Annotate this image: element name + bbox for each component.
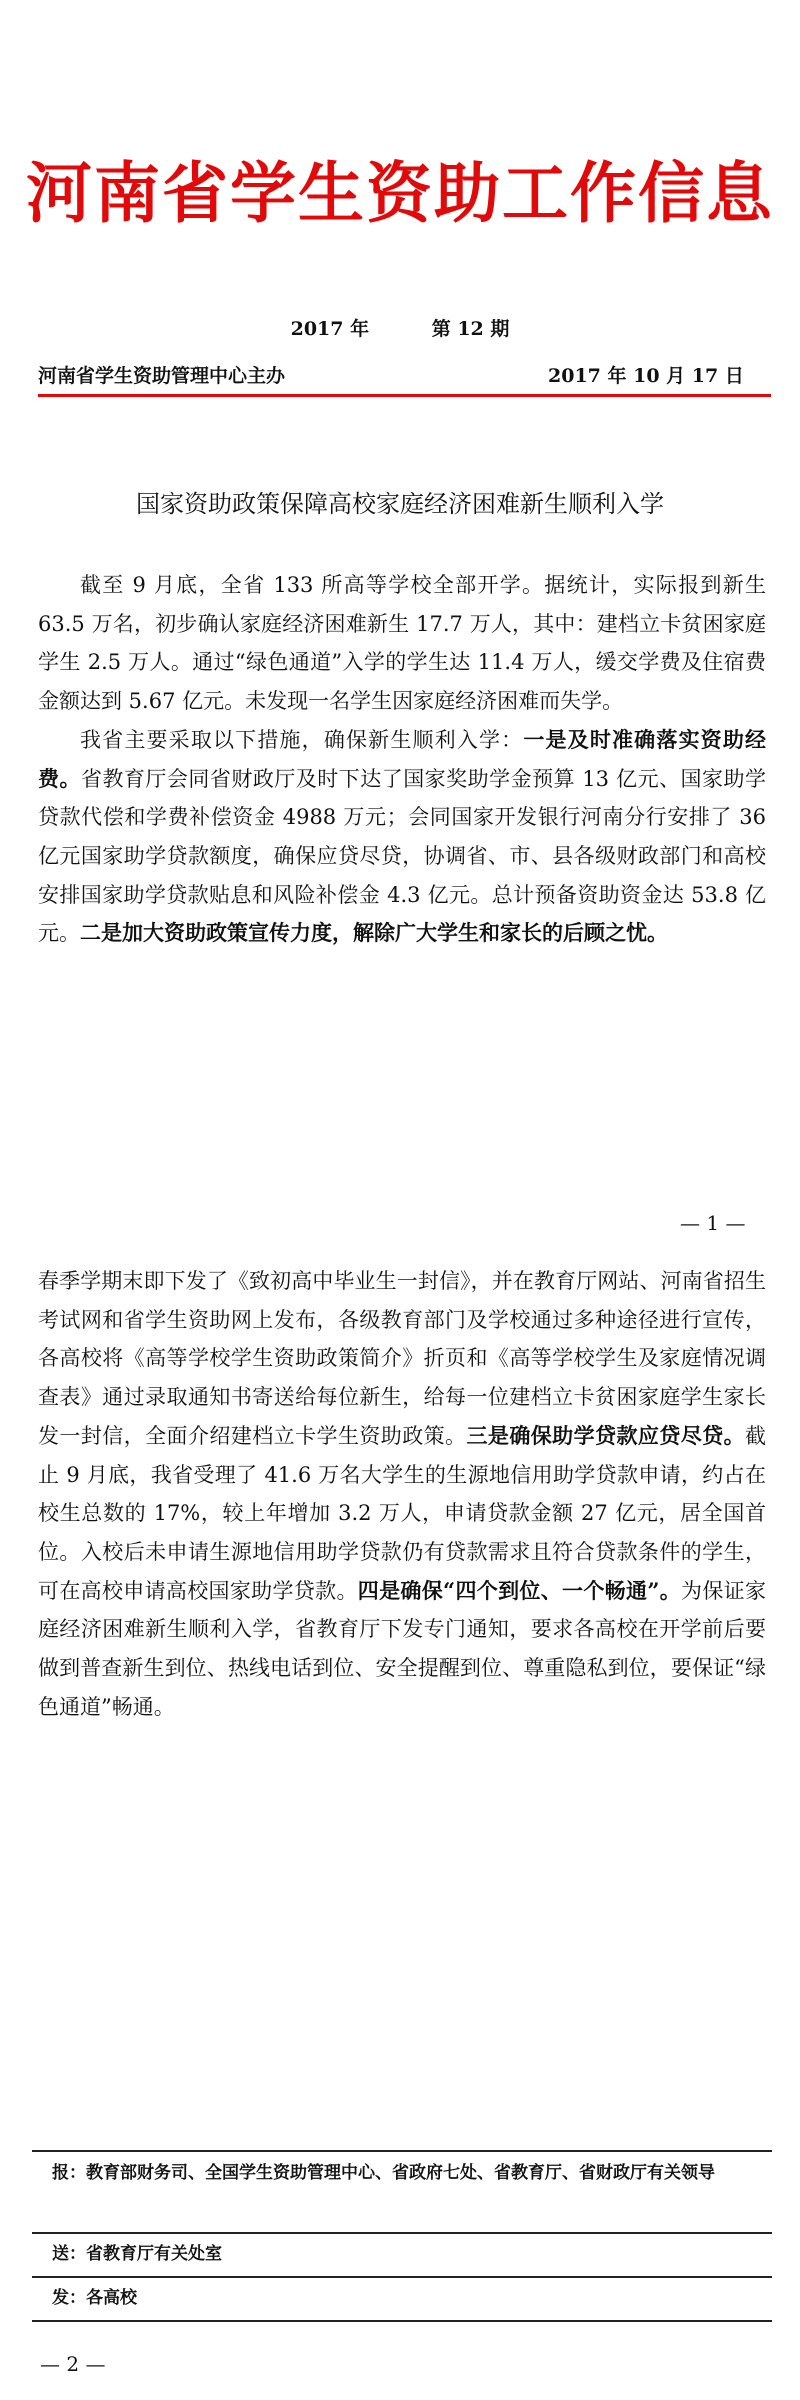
distribution-top-rule	[32, 2150, 772, 2152]
masthead-title: 河南省学生资助工作信息	[26, 154, 774, 232]
publish-date: 2017 年 10 月 17 日	[548, 365, 744, 387]
distribution-bottom-rule	[32, 2320, 772, 2322]
measure-2-heading: 二是加大资助政策宣传力度，解除广大学生和家长的后顾之忧。	[80, 920, 668, 946]
sponsor: 河南省学生资助管理中心主办	[38, 365, 286, 387]
fa-label: 发：	[52, 2288, 86, 2308]
paragraph-1: 截至 9 月底，全省 133 所高等学校全部开学。据统计，实际报到新生 63.5 万名，初步确认家庭经济困难新生 17.7 万人，其中：建档立卡贫困家庭学生 2.5 万人。通过“绿色通道”入学的学生达 11.4 万人，缓交学费及住宿费金额达到 5.67 亿元。未发现一名学生因家庭经济困难而失学。	[38, 573, 766, 714]
measure-3-text: 截止 9 月底，我省受理了 41.6 万名大学生的生源地信用助学贷款申请，约占在校生总数的 17%，较上年增加 3.2 万人，申请贷款金额 27 亿元，居全国首位。入校后未申请生源地信用助学贷款仍有贷款需求且符合贷款条件的学生，可在高校申请高校国家助学贷款。	[38, 1423, 766, 1603]
page-number-2: — 2 —	[40, 2352, 106, 2376]
page-number-1: — 1 —	[680, 1211, 746, 1235]
distribution-bao	[52, 2157, 752, 2189]
paragraph-2	[38, 721, 766, 953]
distribution-rule-3	[32, 2276, 772, 2278]
song-label: 送：	[52, 2244, 86, 2264]
measure-4-text: 为保证家庭经济困难新生顺利入学，省教育厅下发专门通知，要求各高校在开学前后要做到普查新生到位、热线电话到位、安全提醒到位、尊重隐私到位，要保证“绿色通道”畅通。	[38, 1578, 767, 1719]
paragraph-3	[38, 1262, 766, 1726]
article-title: 国家资助政策保障高校家庭经济困难新生顺利入学	[136, 490, 664, 518]
measure-1-heading: 一是及时准确落实资助经费。	[38, 726, 767, 791]
measure-2-text: 春季学期末即下发了《致初高中毕业生一封信》，并在教育厅网站、河南省招生考试网和省学生资助网上发布，各级教育部门及学校通过多种途径进行宣传，各高校将《高等学校学生资助政策简介》折页和《高等学校学生及家庭情况调查表》通过录取通知书寄送给每位新生，给每一位建档立卡贫困家庭学生家长发一封信，全面介绍建档立卡学生资助政策。	[38, 1269, 766, 1448]
red-divider	[38, 394, 771, 397]
song-text: 省教育厅有关处室	[86, 2244, 222, 2264]
paragraph-2-intro: 我省主要采取以下措施，确保新生顺利入学：	[80, 727, 524, 752]
issue-number: 第 12 期	[431, 318, 510, 340]
bao-label: 报：	[52, 2163, 86, 2183]
distribution-song	[52, 2238, 752, 2270]
distribution-rule-2	[32, 2232, 772, 2234]
issue-line	[0, 314, 800, 341]
measure-1-text: 省教育厅会同省财政厅及时下达了国家奖助学金预算 13 亿元、国家助学贷款代偿和学费补偿资金 4988 万元；会同国家开发银行河南分行安排了 36 亿元国家助学贷款额度，确保应贷尽贷，协调省、市、县各级财政部门和高校安排国家助学贷款贴息和风险补偿金 4.3 亿元。总计预备资助资金达 53.8 亿元。	[38, 766, 766, 946]
bao-text: 教育部财务司、全国学生资助管理中心、省政府七处、省教育厅、省财政厅有关领导	[86, 2163, 715, 2183]
distribution-fa	[52, 2282, 752, 2314]
measure-3-heading: 三是确保助学贷款应贷尽贷。	[466, 1422, 745, 1448]
article-body-page2	[38, 1262, 766, 1726]
fa-text: 各高校	[86, 2288, 137, 2308]
measure-4-heading: 四是确保“四个到位、一个畅通”。	[357, 1577, 682, 1603]
issue-year: 2017 年	[290, 318, 370, 340]
article-body-page1	[38, 566, 766, 953]
